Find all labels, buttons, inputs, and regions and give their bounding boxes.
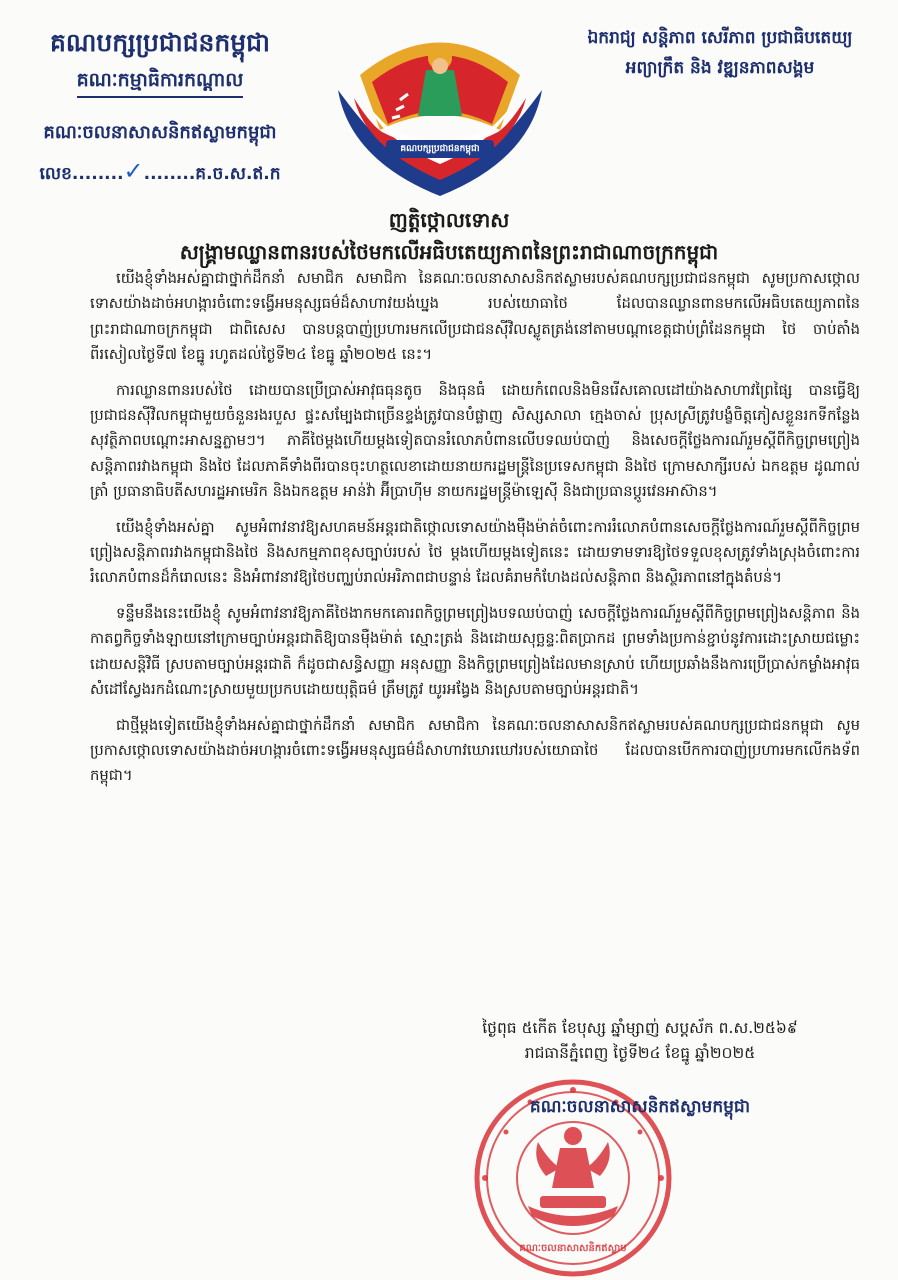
solar-date: រាជធានីភ្នំពេញ ថ្ងៃទី២៤ ខែធ្នូ ឆ្នាំ២០២៥ bbox=[524, 1044, 756, 1062]
committee-name: គណៈកម្មាធិការកណ្តាល bbox=[77, 66, 244, 98]
dateline bbox=[420, 1016, 860, 1066]
check-mark-icon: ✓ bbox=[123, 157, 144, 185]
paragraph-2: ការឈ្លានពានរបស់ថៃ ដោយបានប្រើប្រាស់អាវុធធុនតូច និងធុនធំ ដោយកំពេលនិងមិនរើសគោលដៅយ៉ាងសាហាវព្រៃផ្សៃ បានធ្វើឱ្យប្រជាជនស៊ីវិលកម្ពុជាមួយចំនួនរងរបួស ផ្ទះសម្បែងជាច្រើនខ្ទង់ត្រូវបានបំផ្លាញ សិស្សសាលា ក្មេងចាស់ ប្រុសស្រីត្រូវបង្ខំចិត្តភៀសខ្លួនរកទីកន្លែងសុវត្ថិភាពបណ្តោះអាសន្នភ្លាមៗ។ ភាគីថៃម្តងហើយម្តងទៀតបានរំលោភបំពានលើបទឈប់បាញ់ និងសេចក្តីថ្លែងការណ៍រួមស្តីពីកិច្ចព្រមព្រៀងសន្តិភាពរវាងកម្ពុជា និងថៃ ដែលភាគីទាំងពីរបានចុះហត្ថលេខាដោយនាយករដ្ឋមន្ត្រីនៃប្រទេសកម្ពុជា និងថៃ ក្រោមសាក្សីរបស់ ឯកឧត្តម ដូណាល់ ត្រាំ ប្រធានាធិបតីសហរដ្ឋអាមេរិក និងឯកឧត្តម អាន់វ៉ា អ៊ីប្រាហ៊ីម នាយករដ្ឋមន្ត្រីម៉ាឡេស៊ី និងជាប្រធានប្តូរវេនអាស៊ាន។ bbox=[90, 381, 860, 501]
paragraph-4: ទន្ទឹមនឹងនេះយើងខ្ញុំ សូមអំពាវនាវឱ្យភាគីថៃងាកមកគោរពកិច្ចព្រមព្រៀងបទឈប់បាញ់ សេចក្តីថ្លែងការណ៍រួមស្តីពីកិច្ចព្រមព្រៀងសន្តិភាព និងកាតព្វកិច្ចទាំងឡាយនៅក្រោមច្បាប់អន្តរជាតិឱ្យបានម៉ឺងម៉ាត់ ស្មោះត្រង់ និងដោយសុច្ឆន្ទៈពិតប្រាកដ ព្រមទាំងប្រកាន់ខ្ជាប់នូវការដោះស្រាយជម្លោះដោយសន្តិវិធី ស្របតាមច្បាប់អន្តរជាតិ ក៏ដូចជាសន្ធិសញ្ញា អនុសញ្ញា និងកិច្ចព្រមព្រៀងដែលមានស្រាប់ ហើយប្រឆាំងនឹងការប្រើប្រាស់កម្លាំងអាវុធ សំដៅស្វែងរកដំណោះស្រាយមួយប្រកបដោយយុត្តិធម៌ ត្រឹមត្រូវ យូរអង្វែង និងស្របតាមច្បាប់អន្តរជាតិ។ bbox=[90, 604, 860, 699]
title-block bbox=[30, 206, 868, 266]
national-motto-line2: អព្យាក្រឹត និង វឌ្ឍនភាពសង្គម bbox=[625, 58, 815, 78]
party-name: គណបក្សប្រជាជនកម្ពុជា bbox=[50, 28, 270, 57]
logo-ribbon-text: គណបក្សប្រជាជនកម្ពុជា bbox=[400, 144, 480, 154]
seal-ring-text: គណៈចលនាសាសនិកឥស្លាម bbox=[519, 1243, 627, 1254]
ref-prefix: លេខ........ bbox=[39, 164, 124, 184]
paragraph-3: យើងខ្ញុំទាំងអស់គ្នា សូមអំពាវនាវឱ្យសហគមន៍អន្តរជាតិថ្កោលទោសយ៉ាងម៉ឺងម៉ាត់ចំពោះការរំលោភបំពានសេចក្តីថ្លែងការណ៍រួមស្តីពីកិច្ចព្រមព្រៀងសន្តិភាពរវាងកម្ពុជានិងថៃ និងសកម្មភាពខុសច្បាប់របស់ ថៃ ម្តងហើយម្តងទៀតនេះ ដោយទាមទារឱ្យថៃទទួលខុសត្រូវទាំងស្រុងចំពោះការរំលោភបំពានដ៏កំរោលនេះ និងអំពាវនាវឱ្យថៃបញ្ឈប់រាល់អរិភាពជាបន្ទាន់ ដែលគំរាមកំហែងដល់សន្តិភាព និងស្ថិរភាពនៅក្នុងតំបន់។ bbox=[90, 518, 860, 587]
header-right bbox=[560, 24, 880, 82]
paragraph-5: ជាថ្មីម្តងទៀតយើងខ្ញុំទាំងអស់គ្នាជាថ្នាក់ដឹកនាំ សមាជិក សមាជិកា នៃគណៈចលនាសាសនិកឥស្លាមរបស់គណបក្សប្រជាជនកម្ពុជា សូមប្រកាសថ្កោលទោសយ៉ាងដាច់អហង្ការចំពោះទង្វើអមនុស្សធម៌ដ៏សាហាវឃោរឃៅរបស់យោធាថៃ ដែលបានបើកការបាញ់ប្រហារមកលើកងទ័ពកម្ពុជា។ bbox=[90, 716, 860, 785]
header-left bbox=[10, 26, 310, 187]
document-body bbox=[90, 266, 860, 799]
national-motto-line1: ឯករាជ្យ សន្តិភាព សេរីភាព ប្រជាធិបតេយ្យ bbox=[587, 28, 853, 48]
reference-number bbox=[10, 158, 310, 187]
ref-suffix: ........គ.ច.ស.ឥ.ក bbox=[143, 164, 281, 184]
paragraph-1: យើងខ្ញុំទាំងអស់គ្នាជាថ្នាក់ដឹកនាំ សមាជិក សមាជិកា នៃគណៈចលនាសាសនិកឥស្លាមរបស់គណបក្សប្រជាជនកម្ពុជា សូមប្រកាសថ្កោលទោសយ៉ាងដាច់អហង្ការចំពោះទង្វើអមនុស្សធម៌ដ៏សាហាវយង់ឃ្នង របស់យោធាថៃ ដែលបានឈ្លានពានមកលើអធិបតេយ្យភាពនៃព្រះរាជាណាចក្រកម្ពុជា ជាពិសេស បានបន្តបាញ់ប្រហារមកលើប្រជាជនស៊ីវិលស្លូតត្រង់នៅតាមបណ្តាខេត្តជាប់ព្រំដែនកម្ពុជា ថៃ ចាប់តាំងពីរសៀលថ្ងៃទី៧ ខែធ្នូ រហូតដល់ថ្ងៃទី២៤ ខែធ្នូ ឆ្នាំ២០២៥ នេះ។ bbox=[90, 270, 860, 364]
lunar-date: ថ្ងៃពុធ ៥កើត ខែបុស្ស ឆ្នាំម្សាញ់ សប្តស័ក ព.ស.២៥៦៩ bbox=[482, 1019, 798, 1037]
signer-name: គណៈចលនាសាសនិកឥស្លាមកម្ពុជា bbox=[529, 1097, 751, 1117]
document-title: ញត្តិថ្កោលទោស bbox=[388, 208, 510, 232]
movement-name: គណៈចលនាសាសនិកឥស្លាមកម្ពុជា bbox=[43, 122, 277, 143]
party-logo bbox=[330, 20, 550, 200]
document-subtitle: សង្គ្រាមឈ្លានពានរបស់ថៃមកលើអធិបតេយ្យភាពនៃព្រះរាជាណាចក្រកម្ពុជា bbox=[179, 240, 719, 264]
